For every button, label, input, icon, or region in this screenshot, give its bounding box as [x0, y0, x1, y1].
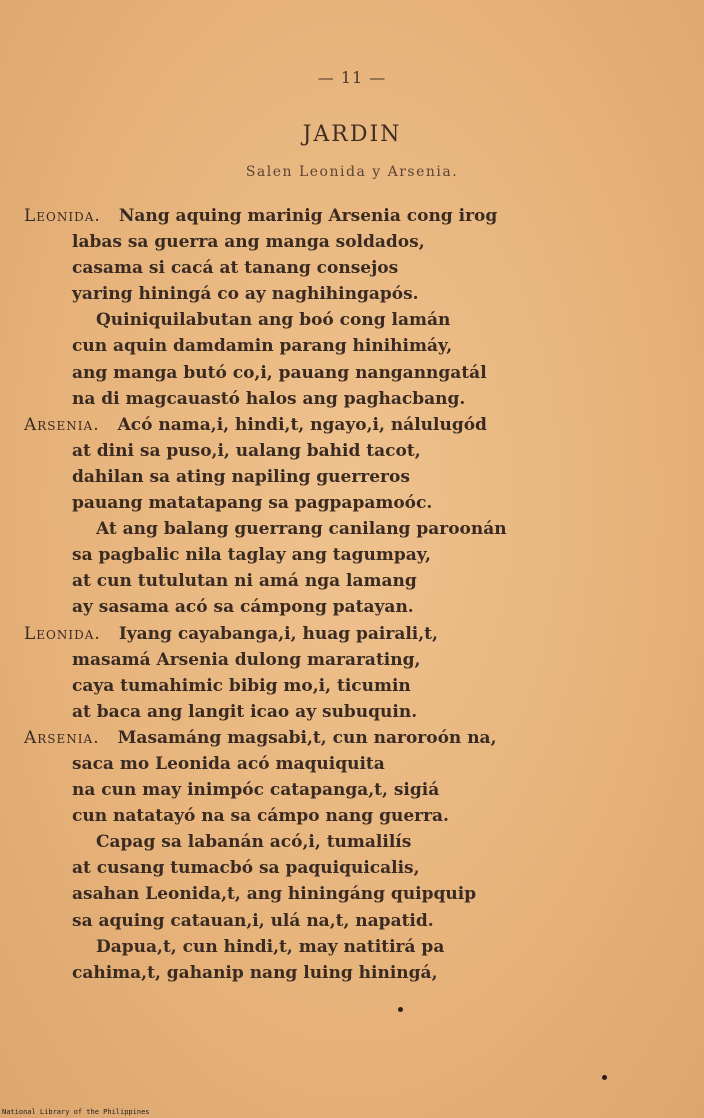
verse-line: [24, 438, 694, 464]
verse-line: [24, 307, 694, 333]
verse-line: [24, 934, 694, 960]
section-title: JARDIN: [302, 122, 402, 147]
verse-text: Iyang cayabanga,i, huag pairali,t,: [118, 623, 438, 644]
verse-line: [24, 412, 694, 438]
verse-line: [24, 203, 694, 229]
verse-text: casama si cacá at tanang consejos: [72, 258, 399, 279]
speaker-name: Arsenia.: [24, 727, 100, 748]
verse-line: [24, 908, 694, 934]
verse-text: sa pagbalic nila taglay ang tagumpay,: [72, 545, 431, 566]
verse-text: at baca ang langit icao ay subuquin.: [72, 701, 418, 722]
speaker-name: Arsenia.: [24, 414, 100, 435]
verse-line: [24, 464, 694, 490]
verse-text: na cun may inimpóc catapanga,t, sigiá: [72, 780, 440, 801]
verse-text: sa aquing catauan,i, ulá na,t, napatid.: [72, 910, 434, 931]
verse-text: pauang matatapang sa pagpapamoóc.: [72, 493, 433, 514]
speaker-name: Leonida.: [24, 206, 101, 226]
verse-line: [24, 542, 694, 568]
verse-text: ang manga butó co,i, pauang nanganngatál: [72, 362, 487, 383]
verse-text: caya tumahimic bibig mo,i, ticumin: [72, 675, 411, 696]
verse-line: [24, 751, 694, 777]
page-number: — 11 —: [317, 68, 387, 87]
verse-line: [24, 568, 694, 594]
ink-speck: [602, 1075, 607, 1080]
verse-line: [24, 360, 694, 386]
speaker-name: Leonida.: [24, 623, 101, 644]
verse-text: ay sasama acó sa cámpong patayan.: [72, 597, 414, 618]
verse-text: at dini sa puso,i, ualang bahid tacot,: [72, 440, 421, 461]
verse-text: Acó nama,i, hindi,t, ngayo,i, nálulugód: [117, 414, 487, 435]
verse-line: [24, 855, 694, 881]
verse-text: Capag sa labanán acó,i, tumalilís: [96, 832, 412, 853]
verse-line: [24, 281, 694, 307]
verse-line: [24, 516, 694, 542]
verse-line: [24, 803, 694, 829]
verse-text: cun aquin damdamin parang hinihimáy,: [72, 336, 453, 357]
verse-text: dahilan sa ating napiling guerreros: [72, 466, 410, 487]
verse-text: Masamáng magsabi,t, cun naroroón na,: [117, 727, 497, 748]
verse-line: [24, 255, 694, 281]
verse-text: at cun tutulutan ni amá nga lamang: [72, 571, 417, 592]
verse-text: Nang aquing marinig Arsenia cong irog: [118, 206, 498, 226]
verse-text: labas sa guerra ang manga soldados,: [72, 232, 425, 253]
verse-line: [24, 829, 694, 855]
verse-line: [24, 673, 694, 699]
verse-text: cun natatayó na sa cámpo nang guerra.: [72, 806, 449, 827]
verse-line: [24, 960, 694, 986]
verse-line: [24, 647, 694, 673]
library-credit: National Library of the Philippines: [2, 1108, 150, 1116]
verse-text: Dapua,t, cun hindi,t, may natitirá pa: [96, 936, 445, 957]
verse-block: [24, 203, 694, 986]
verse-line: [24, 229, 694, 255]
verse-line: [24, 699, 694, 725]
ink-speck: [398, 1007, 403, 1012]
verse-text: na di magcauastó halos ang paghacbang.: [72, 388, 466, 409]
verse-text: Quiniquilabutan ang boó cong lamán: [96, 310, 451, 331]
verse-line: [24, 490, 694, 516]
verse-text: At ang balang guerrang canilang paroonán: [96, 519, 507, 540]
stage-direction: Salen Leonida y Arsenia.: [245, 164, 459, 180]
verse-line: [24, 594, 694, 620]
verse-line: [24, 777, 694, 803]
verse-text: asahan Leonida,t, ang hiningáng quipquip: [72, 884, 477, 905]
verse-line: [24, 621, 694, 647]
verse-line: [24, 725, 694, 751]
verse-line: [24, 386, 694, 412]
verse-text: at cusang tumacbó sa paquiquicalis,: [72, 858, 420, 879]
verse-line: [24, 881, 694, 907]
verse-text: yaring hiningá co ay naghihingapós.: [72, 284, 419, 305]
verse-line: [24, 333, 694, 359]
verse-text: masamá Arsenia dulong mararating,: [72, 649, 421, 670]
verse-text: cahima,t, gahanip nang luing hiningá,: [72, 962, 438, 983]
verse-text: saca mo Leonida acó maquiquita: [72, 753, 385, 774]
